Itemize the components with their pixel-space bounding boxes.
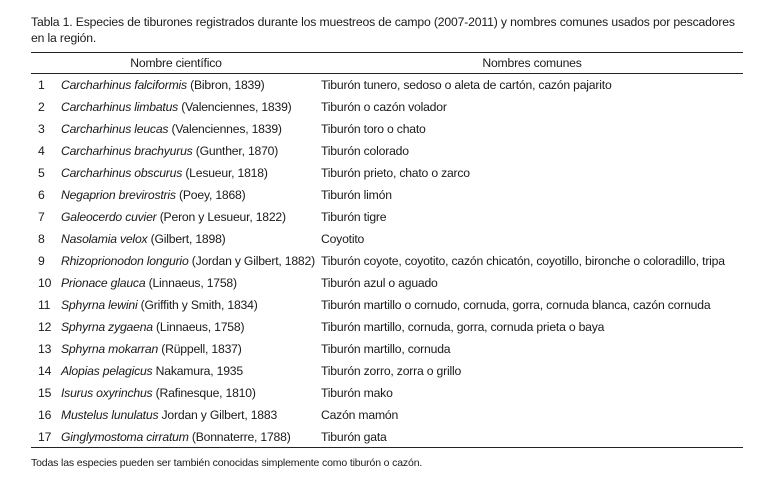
- species-name: Carcharhinus obscurus: [61, 166, 183, 180]
- table-row: [31, 272, 743, 294]
- scientific-name-cell: [61, 426, 321, 448]
- row-number: 12: [38, 320, 52, 334]
- common-names-cell: Tiburón martillo, cornuda: [321, 342, 451, 356]
- table-row: [31, 162, 743, 184]
- scientific-name-cell: [61, 74, 321, 97]
- species-name: Nasolamia velox: [61, 232, 148, 246]
- species-authority: (Linnaeus, 1758): [156, 320, 245, 334]
- scientific-name-cell: [61, 294, 321, 316]
- row-number: 11: [38, 298, 51, 312]
- scientific-name-cell: [61, 162, 321, 184]
- scientific-name-cell: [61, 316, 321, 338]
- table-row: [31, 140, 743, 162]
- species-name: Rhizoprionodon longurio: [61, 254, 189, 268]
- row-number: 2: [38, 100, 45, 114]
- scientific-name-cell: [61, 206, 321, 228]
- table-row: [31, 382, 743, 404]
- common-names-cell: Tiburón colorado: [321, 144, 409, 158]
- species-authority: (Rüppell, 1837): [161, 342, 242, 356]
- species-name: Ginglymostoma cirratum: [61, 429, 189, 444]
- species-authority: (Peron y Lesueur, 1822): [159, 210, 286, 224]
- table-row: [31, 250, 743, 272]
- table-row: [31, 184, 743, 206]
- row-number: 15: [38, 386, 52, 400]
- common-names-cell: Tiburón tigre: [321, 210, 387, 224]
- species-table: [31, 52, 743, 448]
- scientific-name-cell: [61, 272, 321, 294]
- species-authority: (Valenciennes, 1839): [181, 100, 292, 114]
- header-row: [31, 53, 743, 74]
- table-header: [31, 53, 743, 74]
- species-name: Sphyrna mokarran: [61, 342, 159, 356]
- row-number: 8: [38, 232, 45, 246]
- species-authority: (Bibron, 1839): [190, 78, 265, 92]
- header-scientific-name: Nombre científico: [31, 53, 321, 74]
- table-caption: Tabla 1. Especies de tiburones registrados durante los muestreos de campo (2007-2011) y nombres comunes usados por pescadores en la región.: [31, 15, 735, 45]
- row-number: 17: [31, 426, 61, 448]
- scientific-name-cell: [61, 250, 321, 272]
- species-name: Isurus oxyrinchus: [61, 386, 153, 400]
- species-name: Mustelus lunulatus: [61, 408, 159, 422]
- header-common-names: Nombres comunes: [321, 53, 743, 74]
- species-name: Sphyrna zygaena: [61, 320, 153, 334]
- common-names-cell: Tiburón prieto, chato o zarco: [321, 166, 470, 180]
- species-authority: (Griffith y Smith, 1834): [140, 298, 258, 312]
- table-footnote: Todas las especies pueden ser también conocidas simplemente como tiburón o cazón.: [31, 457, 423, 469]
- species-authority: (Valenciennes, 1839): [171, 122, 282, 136]
- common-names-cell: Tiburón limón: [321, 188, 392, 202]
- species-authority: (Bonnaterre, 1788): [191, 429, 291, 444]
- table-row: [31, 360, 743, 382]
- common-names-cell: Tiburón tunero, sedoso o aleta de cartón, cazón pajarito: [321, 78, 612, 92]
- row-number: 3: [38, 122, 45, 136]
- common-names-cell: Tiburón azul o aguado: [321, 276, 438, 290]
- species-name: Galeocerdo cuvier: [61, 210, 157, 224]
- row-number: 16: [38, 408, 52, 422]
- scientific-name-cell: [61, 404, 321, 426]
- table-body: [31, 74, 743, 448]
- scientific-name-cell: [61, 360, 321, 382]
- scientific-name-cell: [61, 140, 321, 162]
- table-row: [31, 404, 743, 426]
- common-names-cell: Tiburón zorro, zorra o grillo: [321, 364, 462, 378]
- species-authority: (Gunther, 1870): [195, 144, 279, 158]
- table-row: [31, 294, 743, 316]
- table-row: [31, 96, 743, 118]
- species-name: Alopias pelagicus: [61, 364, 153, 378]
- species-name: Carcharhinus falciformis: [61, 78, 187, 92]
- common-names-cell: Coyotito: [321, 232, 365, 246]
- scientific-name-cell: [61, 184, 321, 206]
- scientific-name-cell: [61, 228, 321, 250]
- table-row: [31, 206, 743, 228]
- species-authority: (Rafinesque, 1810): [155, 386, 256, 400]
- species-authority: Nakamura, 1935: [155, 364, 243, 378]
- row-number: 6: [38, 188, 45, 202]
- common-names-cell: Tiburón toro o chato: [321, 122, 426, 136]
- table-row: [31, 338, 743, 360]
- species-name: Carcharhinus limbatus: [61, 100, 179, 114]
- common-names-cell: Tiburón martillo o cornudo, cornuda, gorra, cornuda blanca, cazón cornuda: [321, 298, 711, 312]
- scientific-name-cell: [61, 96, 321, 118]
- species-name: Carcharhinus brachyurus: [61, 144, 193, 158]
- scientific-name-cell: [61, 118, 321, 140]
- common-names-cell: Tiburón o cazón volador: [321, 100, 447, 114]
- common-names-cell: Cazón mamón: [321, 408, 399, 422]
- species-authority: (Lesueur, 1818): [185, 166, 268, 180]
- species-name: Carcharhinus leucas: [61, 122, 169, 136]
- table-row: [31, 228, 743, 250]
- row-number: 10: [38, 276, 52, 290]
- species-authority: (Gilbert, 1898): [150, 232, 226, 246]
- row-number: 13: [38, 342, 52, 356]
- row-number: 4: [38, 144, 45, 158]
- table-row: [31, 316, 743, 338]
- table-row: [31, 74, 743, 97]
- species-name: Negaprion brevirostris: [61, 188, 176, 202]
- table-row: [31, 118, 743, 140]
- scientific-name-cell: [61, 382, 321, 404]
- species-authority: (Jordan y Gilbert, 1882): [191, 254, 315, 268]
- row-number: 14: [38, 364, 52, 378]
- table-row: [31, 426, 743, 448]
- species-authority: Jordan y Gilbert, 1883: [161, 408, 278, 422]
- scientific-name-cell: [61, 338, 321, 360]
- common-names-cell: Tiburón mako: [321, 386, 393, 400]
- species-name: Prionace glauca: [61, 276, 146, 290]
- species-authority: (Poey, 1868): [179, 188, 246, 202]
- common-names-cell: Tiburón martillo, cornuda, gorra, cornuda prieta o baya: [321, 320, 605, 334]
- species-name: Sphyrna lewini: [61, 298, 138, 312]
- row-number: 9: [38, 254, 45, 268]
- species-authority: (Linnaeus, 1758): [148, 276, 237, 290]
- common-names-cell: Tiburón coyote, coyotito, cazón chicatón, coyotillo, bironche o coloradillo, tripa: [321, 254, 725, 268]
- row-number: 1: [38, 78, 45, 92]
- common-names-cell: Tiburón gata: [321, 426, 743, 448]
- row-number: 5: [38, 166, 45, 180]
- row-number: 7: [38, 210, 45, 224]
